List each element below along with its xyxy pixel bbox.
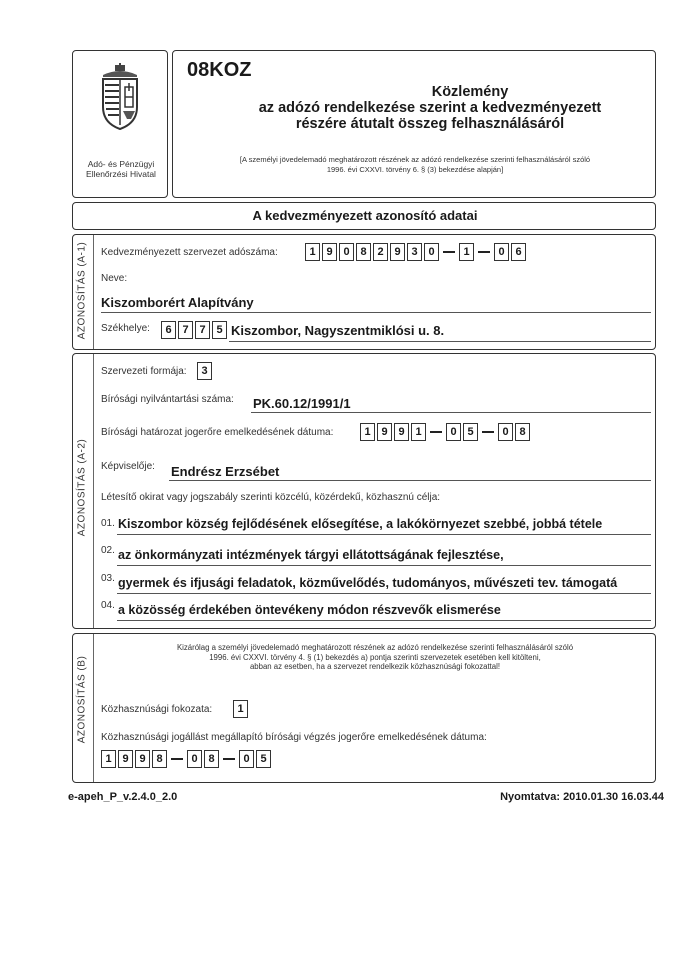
digit-cell[interactable]: 6	[161, 321, 176, 339]
seat-label: Székhelye:	[101, 323, 150, 334]
court-decision-date-label: Bírósági határozat jogerőre emelkedésének dátuma:	[101, 427, 334, 438]
section-title-box	[72, 202, 656, 230]
legal-basis-line1: [A személyi jövedelemadó meghatározott részének az adózó rendelkezése szerinti felhasználásáról szóló	[239, 155, 591, 164]
purpose-label: Létesítő okirat vagy jogszabály szerinti közcélú, közérdekű, közhasznú célja:	[101, 492, 441, 503]
digit-cell[interactable]: 6	[511, 243, 526, 261]
court-reg-label: Bírósági nyilvántartási száma:	[101, 394, 234, 405]
digit-cell[interactable]: 3	[407, 243, 422, 261]
section-a2	[72, 353, 656, 629]
section-a2-side-label: AZONOSÍTÁS (A-2)	[76, 438, 88, 537]
title-line3: részére átutalt összeg felhasználásáról	[295, 116, 565, 132]
digit-cell[interactable]: 9	[390, 243, 405, 261]
section-a1	[72, 234, 656, 350]
digit-cell[interactable]: 0	[446, 423, 461, 441]
public-benefit-level-field[interactable]: 1	[233, 700, 250, 718]
digit-cell[interactable]: 1	[411, 423, 426, 441]
purpose-number: 04.	[101, 600, 115, 611]
purpose-text[interactable]: gyermek és ifjusági feladatok, közművelődés, tudományos, művészeti tev. támogatá	[118, 576, 618, 590]
digit-cell[interactable]: 1	[459, 243, 474, 261]
purpose-number: 02.	[101, 545, 115, 556]
hungarian-coat-of-arms-icon	[95, 63, 145, 133]
section-b-note-line3: abban az esetben, ha a szervezet rendelkezik közhasznúsági fokozattal!	[249, 662, 501, 671]
name-value[interactable]: Kiszomborért Alapítvány	[101, 295, 254, 310]
digit-cell[interactable]: 8	[204, 750, 219, 768]
representative-value[interactable]: Endrész Erzsébet	[171, 464, 280, 479]
section-b-note-line1: Kizárólag a személyi jövedelemadó meghatározott részének az adózó rendelkezése szerinti felhasználásáról szóló	[176, 643, 574, 652]
public-benefit-level-label: Közhasznúsági fokozata:	[101, 704, 213, 715]
court-reg-value[interactable]: PK.60.12/1991/1	[253, 396, 351, 411]
digit-cell[interactable]: 9	[377, 423, 392, 441]
public-benefit-date-label: Közhasznúsági jogállást megállapító bírósági végzés jogerőre emelkedésének dátuma:	[101, 732, 487, 743]
section-a1-side-label: AZONOSÍTÁS (A-1)	[76, 241, 88, 340]
purpose-number: 01.	[101, 518, 115, 529]
section-b-side-label: AZONOSÍTÁS (B)	[76, 655, 88, 744]
tax-number-label: Kedvezményezett szervezet adószáma:	[101, 247, 278, 258]
title-line2: az adózó rendelkezése szerint a kedvezményezett	[258, 100, 602, 116]
section-title: A kedvezményezett azonosító adatai	[252, 208, 478, 223]
digit-cell[interactable]: 1	[305, 243, 320, 261]
digit-cell[interactable]: 0	[494, 243, 509, 261]
digit-cell[interactable]: 9	[118, 750, 133, 768]
title-box	[172, 50, 656, 198]
zip-field[interactable]	[161, 321, 229, 339]
digit-cell[interactable]: 8	[152, 750, 167, 768]
digit-cell[interactable]: 2	[373, 243, 388, 261]
digit-cell[interactable]: 5	[463, 423, 478, 441]
digit-cell[interactable]: 8	[356, 243, 371, 261]
form-version: e-apeh_P_v.2.4.0_2.0	[68, 791, 178, 803]
section-b	[72, 633, 656, 783]
purpose-text[interactable]: Kiszombor község fejlődésének elősegítése, a lakókörnyezet szebbé, jobbá tétele	[118, 517, 603, 531]
address-value[interactable]: Kiszombor, Nagyszentmiklósi u. 8.	[231, 323, 445, 338]
org-form-label: Szervezeti formája:	[101, 366, 187, 377]
form-code: 08KOZ	[187, 59, 252, 81]
section-b-note-line2: 1996. évi CXXVI. törvény 4. § (1) bekezdés a) pontja szerinti szervezetek esetében kell kitölteni,	[209, 652, 541, 662]
authority-name-line2: Ellenőrzési Hivatal	[86, 169, 156, 179]
digit-cell[interactable]: 9	[394, 423, 409, 441]
digit-cell[interactable]: 5	[212, 321, 227, 339]
print-timestamp: Nyomtatva: 2010.01.30 16.03.44	[500, 791, 664, 803]
representative-label: Képviselője:	[101, 461, 155, 472]
digit-cell[interactable]: 0	[239, 750, 254, 768]
org-form-field[interactable]: 3	[197, 362, 214, 380]
public-benefit-date-field[interactable]	[101, 750, 273, 768]
purpose-text[interactable]: a közösség érdekében öntevékeny módon részvevők elismerése	[118, 603, 501, 617]
digit-cell[interactable]: 1	[360, 423, 375, 441]
title-line1: Közlemény	[431, 84, 509, 100]
digit-cell[interactable]: 0	[424, 243, 439, 261]
digit-cell[interactable]: 9	[135, 750, 150, 768]
digit-cell[interactable]: 0	[498, 423, 513, 441]
digit-cell[interactable]: 7	[178, 321, 193, 339]
court-decision-date-field[interactable]	[360, 423, 532, 441]
digit-cell[interactable]: 8	[515, 423, 530, 441]
digit-cell[interactable]: 9	[322, 243, 337, 261]
authority-name-line1: Adó- és Pénzügyi	[87, 159, 155, 169]
digit-cell[interactable]: 0	[339, 243, 354, 261]
purpose-text[interactable]: az önkormányzati intézmények tárgyi ellátottságának fejlesztése,	[118, 548, 504, 562]
tax-number-field[interactable]	[305, 243, 528, 261]
digit-cell[interactable]: 0	[187, 750, 202, 768]
digit-cell[interactable]: 5	[256, 750, 271, 768]
authority-box	[72, 50, 168, 198]
legal-basis-line2: 1996. évi CXXVI. törvény 6. § (3) bekezdése alapján]	[326, 165, 504, 174]
name-label: Neve:	[101, 273, 128, 284]
digit-cell[interactable]: 1	[101, 750, 116, 768]
purpose-number: 03.	[101, 573, 115, 584]
digit-cell[interactable]: 7	[195, 321, 210, 339]
